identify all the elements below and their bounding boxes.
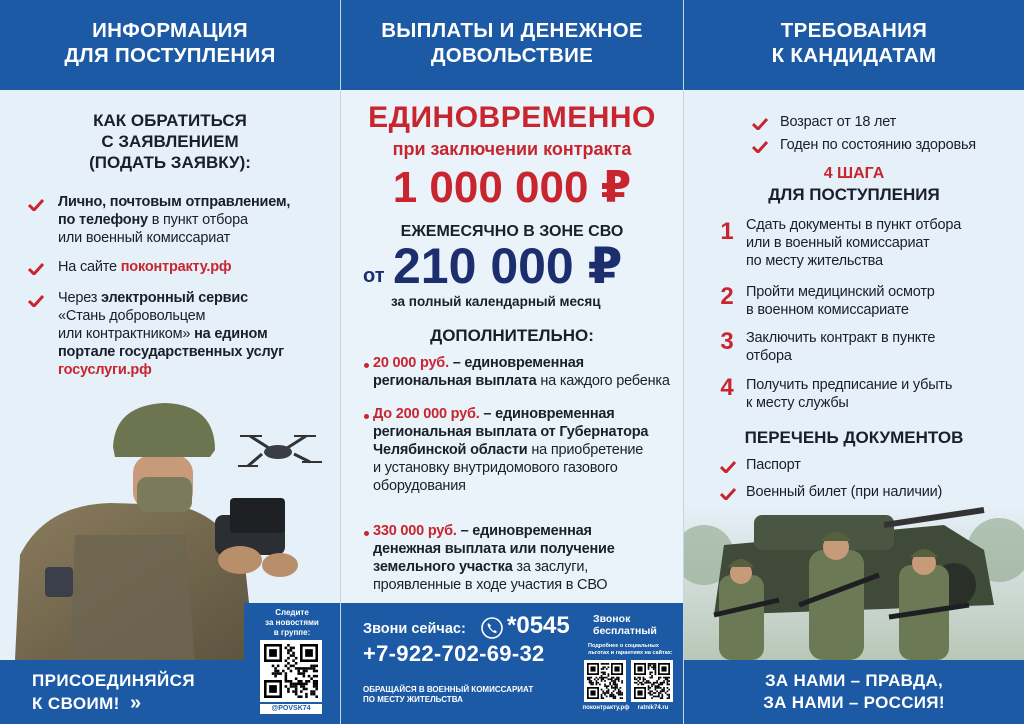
contact-footer xyxy=(341,603,683,724)
apply-option-website: На сайте поконтракту.рф xyxy=(58,259,232,275)
header-line: ИНФОРМАЦИЯ xyxy=(92,19,248,42)
bullet-icon xyxy=(364,531,369,536)
steps-title: ДЛЯ ПОСТУПЛЕНИЯ xyxy=(768,185,940,204)
office-note: ОБРАЩАЙСЯ В ВОЕННЫЙ КОМИССАРИАТ ПО МЕСТУ ЖИТЕЛЬСТВА xyxy=(363,685,534,704)
qr-code[interactable] xyxy=(584,660,626,702)
join-footer: ПРИСОЕДИНЯЙСЯ К СВОИМ! » xyxy=(0,660,244,724)
site-label[interactable]: поконтракту.рф xyxy=(582,705,630,711)
additional-title: ДОПОЛНИТЕЛЬНО: xyxy=(430,326,594,345)
how-to-apply-title: КАК ОБРАТИТЬСЯ С ЗАЯВЛЕНИЕМ (ПОДАТЬ ЗАЯВКУ): xyxy=(89,111,251,172)
check-icon xyxy=(720,461,736,473)
step-number: 4 xyxy=(720,374,734,401)
site-link[interactable]: поконтракту.рф xyxy=(120,259,232,275)
step-number: 1 xyxy=(720,218,734,245)
phone-icon xyxy=(481,617,503,639)
bullet-icon xyxy=(364,363,369,368)
step-1: Сдать документы в пункт отбора или в военный комиссариат по месту жительства xyxy=(746,217,962,269)
header-line: ДЛЯ ПОСТУПЛЕНИЯ xyxy=(64,44,276,67)
steps-count: 4 ШАГА xyxy=(823,165,885,182)
qr-code[interactable] xyxy=(260,640,322,702)
lump-sum-subtitle: при заключении контракта xyxy=(392,139,632,159)
gosuslugi-link[interactable]: госуслуги.рф xyxy=(58,362,152,378)
monthly-note: за полный календарный месяц xyxy=(391,294,601,309)
check-icon xyxy=(720,488,736,500)
site-label[interactable]: ratnik74.ru xyxy=(637,705,669,711)
check-icon xyxy=(752,118,768,130)
phone-number[interactable]: +7-922-702-69-32 xyxy=(363,641,545,666)
extra-payment-2: До 200 000 руб. – единовременная региональная выплата от Губернатора Челябинской области на приобретение и установку внутридомового газового оборудования xyxy=(373,406,649,494)
monthly-from: от xyxy=(363,265,385,287)
panel-info xyxy=(0,0,340,724)
panel-payments xyxy=(341,0,683,724)
panel-requirements-header: ТРЕБОВАНИЯ К КАНДИДАТАМ xyxy=(684,0,1024,90)
panel-requirements xyxy=(684,0,1024,724)
step-2: Пройти медицинский осмотр в военном комиссариате xyxy=(746,284,935,318)
short-number[interactable]: *0545 xyxy=(507,612,570,639)
requirement-age: Возраст от 18 лет xyxy=(780,114,897,130)
requirement-health: Годен по состоянию здоровья xyxy=(780,137,976,153)
apply-option-gosuslugi: Через электронный сервис «Стань добровольцем или контрактником» на едином портале государственных услуг госуслуги.рф xyxy=(58,289,333,379)
document-passport: Паспорт xyxy=(746,457,801,473)
step-number: 3 xyxy=(720,328,734,355)
follow-group-box: Следите за новостями в группе: xyxy=(244,603,340,724)
drone-illustration xyxy=(232,428,324,476)
documents-title: ПЕРЕЧЕНЬ ДОКУМЕНТОВ xyxy=(744,428,964,447)
step-3: Заключить контракт в пункте отбора xyxy=(746,330,936,364)
monthly-title: ЕЖЕМЕСЯЧНО В ЗОНЕ СВО xyxy=(400,223,624,240)
apply-option-in-person: Лично, почтовым отправлением, по телефону в пункт отбора или военный комиссариат xyxy=(58,194,291,246)
extra-payment-3: 330 000 руб. – единовременная денежная выплата или получение земельного участка за заслуги, проявленные в ходе участия в СВО xyxy=(373,523,615,593)
motto-footer: ЗА НАМИ – ПРАВДА, ЗА НАМИ – РОССИЯ! xyxy=(684,660,1024,724)
bullet-icon xyxy=(364,414,369,419)
panel-payments-header: ВЫПЛАТЫ И ДЕНЕЖНОЕ ДОВОЛЬСТВИЕ xyxy=(341,0,683,90)
panel-info-header xyxy=(0,0,340,90)
step-4: Получить предписание и убыть к месту службы xyxy=(746,377,953,411)
check-icon xyxy=(28,263,44,275)
extra-payment-1: 20 000 руб. – единовременная региональная выплата на каждого ребенка xyxy=(373,355,670,389)
lump-sum-amount: 1 000 000 ₽ xyxy=(392,163,632,212)
soldiers-photo xyxy=(684,505,1024,660)
document-military-id: Военный билет (при наличии) xyxy=(746,484,943,500)
check-icon xyxy=(28,199,44,211)
free-call-note: Звонок бесплатный xyxy=(593,613,657,637)
more-info-note: Подробнее о социальных льготах и гарантиях на сайтах: xyxy=(588,643,673,656)
check-icon xyxy=(28,295,44,307)
call-now-label: Звони сейчас: xyxy=(363,621,466,637)
qr-code[interactable] xyxy=(631,660,673,702)
monthly-amount: 210 000 ₽ xyxy=(393,238,623,294)
group-handle: @POVSK74 xyxy=(260,704,322,714)
lump-sum-title: ЕДИНОВРЕМЕННО xyxy=(368,101,656,134)
step-number: 2 xyxy=(720,283,734,310)
double-chevron-icon: » xyxy=(129,692,142,714)
check-icon xyxy=(752,141,768,153)
